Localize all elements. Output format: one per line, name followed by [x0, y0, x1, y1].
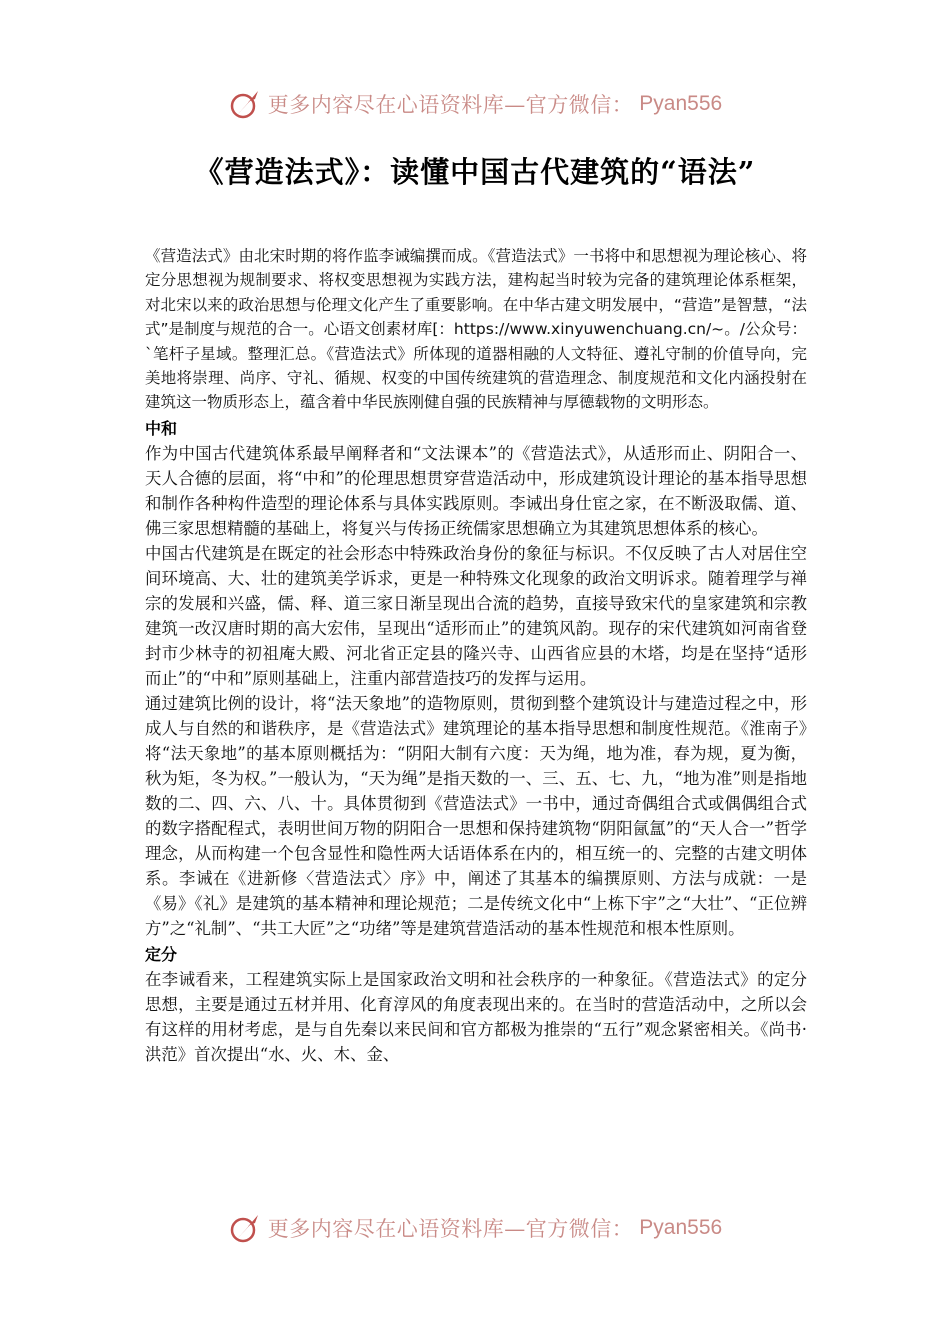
section-heading-zhonghe: 中和: [145, 418, 178, 438]
document-title: 《营造法式》：读懂中国古代建筑的“语法”: [194, 155, 756, 189]
paragraph: 作为中国古代建筑体系最早阐释者和“文法课本”的《营造法式》，从适形而止、阴阳合一、天人合德的层面，将“中和”的伦理思想贯穿营造活动中，形成建筑设计理论的基本指导思想和制作各种构件造型的理论体系与具体实践原则。李诫出身仕宦之家，在不断汲取儒、道、佛三家思想精髓的基础上，将复兴与传扬正统儒家思想确立为其建筑思想体系的核心。: [145, 443, 807, 538]
paragraph: 中国古代建筑是在既定的社会形态中特殊政治身份的象征与标识。不仅反映了古人对居住空间环境高、大、壮的建筑美学诉求，更是一种特殊文化现象的政治文明诉求。随着理学与禅宗的发展和兴盛，儒、释、道三家日渐呈现出合流的趋势，直接导致宋代的皇家建筑和宗教建筑一改汉唐时期的高大宏伟，呈现出“适形而止”的建筑风韵。现存的宋代建筑如河南省登封市少林寺的初祖庵大殿、河北省正定县的隆兴寺、山西省应县的木塔，均是在坚持“适形而止”的“中和”原则基础上，注重内部营造技巧的发挥与运用。: [145, 543, 807, 688]
article-body: [145, 244, 807, 1067]
quill-pen-logo-icon: [228, 1211, 262, 1245]
bottom-watermark-banner: [0, 1208, 950, 1248]
watermark-text: 更多内容尽在心语资料库—官方微信：: [267, 93, 634, 117]
top-watermark-banner: [0, 84, 950, 124]
quill-pen-logo-icon: [228, 87, 262, 121]
wechat-id: Pyan556: [639, 92, 723, 115]
watermark-text: 更多内容尽在心语资料库—官方微信：: [267, 1217, 634, 1241]
section-heading-dingfen: 定分: [145, 944, 178, 964]
paragraph: 通过建筑比例的设计，将“法天象地”的造物原则，贯彻到整个建筑设计与建造过程之中，形成人与自然的和谐秩序，是《营造法式》建筑理论的基本指导思想和制度性规范。《淮南子》将“法天象地”的基本原则概括为：“阴阳大制有六度：天为绳，地为准，春为规，夏为衡，秋为矩，冬为权。”一般认为，“天为绳”是指天数的一、三、五、七、九，“地为准”则是指地数的二、四、六、八、十。具体贯彻到《营造法式》一书中，通过奇偶组合式或偶偶组合式的数字搭配程式，表明世间万物的阴阳合一思想和保持建筑物“阴阳氤氲”的“天人合一”哲学理念，从而构建一个包含显性和隐性两大话语体系在内的，相互统一的、完整的古建文明体系。李诫在《进新修〈营造法式〉序》中，阐述了其基本的编撰原则、方法与成就：一是《易》《礼》是建筑的基本精神和理论规范；二是传统文化中“上栋下宇”之“大壮”、“正位辨方”之“礼制”、“共工大匠”之“功绪”等是建筑营造活动的基本性规范和根本性原则。: [145, 693, 807, 938]
intro-paragraph: 《营造法式》由北宋时期的将作监李诫编撰而成。《营造法式》一书将中和思想视为理论核心、将定分思想视为规制要求、将权变思想视为实践方法，建构起当时较为完备的建筑理论体系框架，对北宋以来的政治思想与伦理文化产生了重要影响。在中华古建文明发展中，“营造”是智慧，“法式”是制度与规范的合一。心语文创素材库[：https://www.xinyuwenchuang.cn/~。/公众号：`笔杆子星域。整理汇总。《营造法式》所体现的道器相融的人文特征、遵礼守制的价值导向，完美地将崇理、尚序、守礼、循规、权变的中国传统建筑的营造理念、制度规范和文化内涵投射在建筑这一物质形态上，蕴含着中华民族刚健自强的民族精神与厚德载物的文明形态。: [145, 247, 807, 412]
wechat-id: Pyan556: [639, 1216, 723, 1239]
paragraph: 在李诫看来，工程建筑实际上是国家政治文明和社会秩序的一种象征。《营造法式》的定分思想，主要是通过五材并用、化育淳风的角度表现出来的。在当时的营造活动中，之所以会有这样的用材考虑，是与自先秦以来民间和官方都极为推崇的“五行”观念紧密相关。《尚书·洪范》首次提出“水、火、木、金、: [145, 969, 807, 1064]
